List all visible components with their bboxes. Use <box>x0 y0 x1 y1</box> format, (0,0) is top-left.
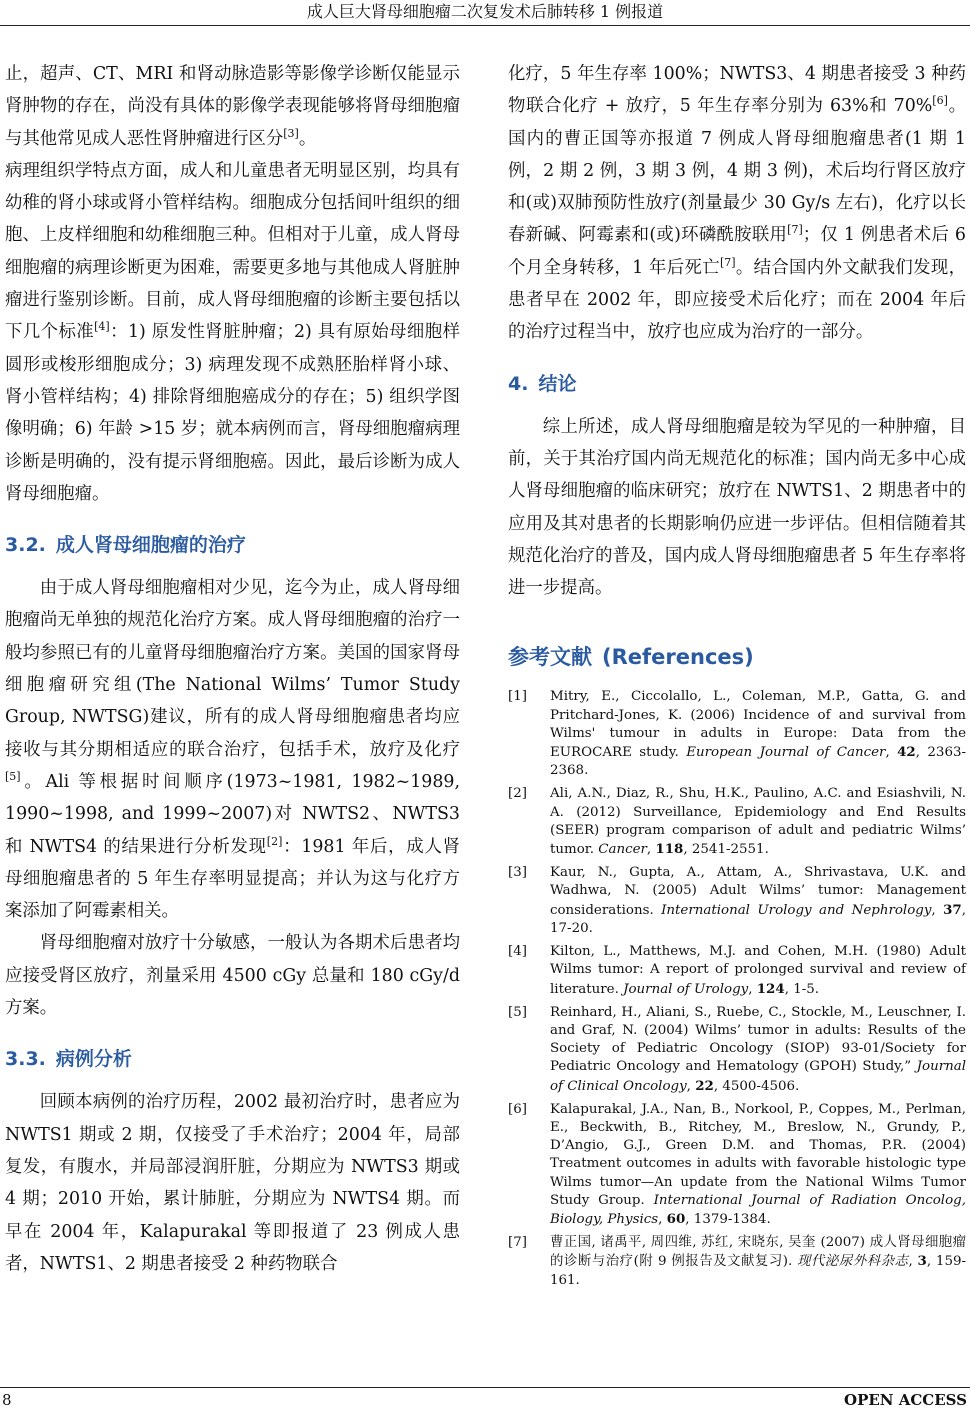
paragraph-conclusion: 综上所述，成人肾母细胞瘤是较为罕见的一种肿瘤，目前，关于其治疗国内尚无规范化的标准；国内尚无多中心成人肾母细胞瘤的临床研究；放疗在 NWTS1、2 期患者中的应用及其对患者的长期影响仍应进一步评估。但相信随着其规范化治疗的普及，国内成人肾母细胞瘤患者 5 年生存率将进一步提高。 <box>508 416 966 599</box>
header-rule <box>0 25 970 26</box>
reference-part: , <box>658 1211 667 1227</box>
paragraph-text: 病理组织学特点方面，成人和儿童患者无明显区别，均具有幼稚的肾小球或肾小管样结构。细胞成分包括间叶组织的细胞、上皮样细胞和幼稚细胞三种。但相对于儿童，成人肾母细胞瘤的病理诊断更为困难，需要更多地与其他成人肾脏肿瘤进行鉴别诊断。目前，成人肾母细胞瘤的诊断主要包括以下几个标准 <box>5 160 460 343</box>
reference-item <box>508 1004 966 1096</box>
journal-name: International Journal of Radiation Oncolog, Biology, Physics <box>550 1192 966 1227</box>
reference-part: Kalapurakal, J.A., Nan, B., Norkool, P., Coppes, M., Perlman, E., Beckwith, B., Ritchey, M., Breslow, N., Grundy, P., D’Angio, G.J., Green D.M. and Thomas, P.R. (2004) Treatment outcomes in adults with favorable histologic type Wilms tumor—An update from the National Wilms Tumor Study Group. <box>550 1101 966 1208</box>
reference-item <box>508 943 966 999</box>
reference-part: Ali, A.N., Diaz, R., Shu, H.K., Paulino, A.C. and Esiashvili, N. A. (2012) Surveillance, Epidemiology and End Results (SEER) program comparison of adult and pediatric Wilms’ tumor. <box>550 786 966 858</box>
reference-part: , 2541-2551. <box>683 842 769 858</box>
paragraph-text: 化疗，5 年生存率 100%；NWTS3、4 期患者接受 3 种药物联合化疗 + 放疗，5 年生存率分别为 63%和 70% <box>508 64 966 117</box>
reference-number: [6] <box>508 1101 527 1117</box>
page-number: 8 <box>2 1391 12 1409</box>
references-title-en: (References) <box>602 645 754 670</box>
section-heading-3-2 <box>5 532 460 558</box>
volume: 37 <box>943 901 962 918</box>
paragraph-text: 。 <box>298 128 317 149</box>
reference-text <box>550 1234 966 1290</box>
reference-number: [5] <box>508 1004 527 1020</box>
reference-text <box>550 1004 966 1096</box>
reference-text <box>550 1101 966 1229</box>
left-column <box>5 58 460 1280</box>
paragraph-text: ：1981 年后，成人肾母细胞瘤患者的 5 年生存率明显提高；并认为这与化疗方案添加了阿霉素相关。 <box>5 836 460 922</box>
section-title: 结论 <box>538 372 577 395</box>
citation[interactable]: [7] <box>787 223 803 237</box>
section-number: 3.3. <box>5 1048 46 1071</box>
reference-part: , 1-5. <box>784 981 820 997</box>
citation[interactable]: [7] <box>719 255 736 269</box>
reference-part: , <box>908 1254 918 1270</box>
citation[interactable]: [6] <box>932 94 948 108</box>
references-heading <box>508 644 966 670</box>
journal-name: Cancer <box>598 842 647 858</box>
section-title: 病例分析 <box>55 1048 132 1071</box>
reference-part: 曹正国, 诸禹平, 周四维, 苏红, 宋晓东, 吴奎 (2007) 成人肾母细胞瘤的诊断与治疗(附 9 例报告及文献复习). <box>550 1235 966 1270</box>
volume: 42 <box>897 744 916 761</box>
paragraph-text: ；仅 1 例患者术后 6 个月全身转移，1 年后死亡 <box>508 225 966 278</box>
reference-number: [2] <box>508 786 527 802</box>
right-column <box>508 58 966 1295</box>
journal-name: Journal of Urology <box>623 981 749 997</box>
reference-item <box>508 1101 966 1229</box>
volume: 22 <box>695 1077 714 1094</box>
reference-item <box>508 864 966 938</box>
reference-part: , 159-161. <box>550 1254 967 1288</box>
reference-number: [1] <box>508 689 527 705</box>
section-number: 3.2. <box>5 534 46 557</box>
citation[interactable]: [5] <box>5 770 21 784</box>
reference-part: , 17-20. <box>550 902 967 936</box>
reference-part: , <box>931 902 944 918</box>
citation[interactable]: [3] <box>283 126 299 140</box>
open-access-label: OPEN ACCESS <box>844 1391 967 1409</box>
reference-item <box>508 1234 966 1290</box>
reference-part: , 2363-2368. <box>550 745 967 779</box>
reference-text <box>550 688 966 780</box>
reference-item <box>508 785 966 859</box>
reference-text <box>550 864 966 938</box>
reference-list <box>508 688 966 1289</box>
reference-part: , <box>686 1078 696 1094</box>
reference-number: [4] <box>508 944 527 960</box>
footer-rule <box>0 1387 970 1388</box>
reference-number: [7] <box>508 1235 527 1251</box>
reference-part: , <box>646 842 656 858</box>
section-heading-3-3 <box>5 1046 460 1072</box>
reference-part: Kilton, L., Matthews, M.J. and Cohen, M.H. (1980) Adult Wilms tumor: A report of prolonged survival and review of literature. <box>550 944 966 997</box>
reference-part: Mitry, E., Ciccolallo, L., Coleman, M.P., Gatta, G. and Pritchard-Jones, K. (2006) Incidence of and survival from Wilms' tumour in adults in Europe: Data from the EUROCARE study. <box>550 689 966 761</box>
paragraph-text: ：1) 原发性肾脏肿瘤；2) 具有原始母细胞样圆形或梭形细胞成分；3) 病理发现不成熟胚胎样肾小球、肾小管样结构；4) 排除肾细胞癌成分的存在；5) 组织学图像明确；6) 年龄 >15 岁；就本病例而言，肾母细胞瘤病理诊断是明确的，没有提示肾细胞癌。因此，最后诊断为成人肾母细胞瘤。 <box>5 322 460 504</box>
journal-name: European Journal of Cancer <box>686 745 886 761</box>
reference-part: Kaur, N., Gupta, A., Attam, A., Shrivastava, U.K. and Wadhwa, N. (2005) Adult Wilms’ tumor: Management considerations. <box>550 865 966 918</box>
paragraph-pathology <box>5 155 460 510</box>
volume: 3 <box>917 1253 927 1270</box>
paragraph-text: 。Ali 等根据时间顺序(1973~1981, 1982~1989, 1990~1998, and 1999~2007)对 NWTS2、NWTS3 和 NWTS4 的结果进行分析发现 <box>5 771 460 857</box>
reference-text <box>550 943 966 999</box>
paragraph-text: 。结合国内外文献我们发现，患者早在 2002 年，即应接受术后化疗；而在 2004 年后的治疗过程当中，放疗也应成为治疗的一部分。 <box>508 257 966 343</box>
reference-number: [3] <box>508 865 527 881</box>
citation[interactable]: [4] <box>94 320 110 334</box>
reference-part: , <box>748 981 757 997</box>
volume: 118 <box>655 841 684 858</box>
reference-item <box>508 688 966 780</box>
paragraph-text: 止，超声、CT、MRI 和肾动脉造影等影像学诊断仅能显示肾肿物的存在，尚没有具体的影像学表现能够将肾母细胞瘤与其他常见成人恶性肾肿瘤进行区分 <box>5 64 460 149</box>
volume: 124 <box>756 980 785 997</box>
paragraph-case-analysis: 回顾本病例的治疗历程，2002 最初治疗时，患者应为 NWTS1 期或 2 期，仅接受了手术治疗；2004 年，局部复发，有腹水，并局部浸润肝脏，分期应为 NWTS3 期或 4 期；2010 开始，累计肺脏，分期应为 NWTS4 期。而早在 2004 年，Kalapurakal 等即报道了 23 例成人患者，NWTS1、2 期患者接受 2 种药物联合 <box>5 1092 460 1274</box>
paragraph-text: 由于成人肾母细胞瘤相对少见，迄今为止，成人肾母细胞瘤尚无单独的规范化治疗方案。成人肾母细胞瘤的治疗一般均参照已有的儿童肾母细胞瘤治疗方案。美国的国家肾母细胞瘤研究组(The National Wilms’ Tumor Study Group, NWTSG)建议，所有的成人肾母细胞瘤患者均应接收与其分期相适应的联合治疗，包括手术，放疗及化疗 <box>5 578 460 760</box>
paragraph-imaging <box>5 58 460 155</box>
journal-name: Journal of Clinical Oncology <box>550 1059 966 1094</box>
paragraph-case-continued <box>508 58 966 349</box>
journal-name: 现代泌尿外科杂志 <box>797 1254 909 1270</box>
references-title: 参考文献 <box>508 645 592 670</box>
section-heading-4 <box>508 371 966 397</box>
citation[interactable]: [2] <box>266 834 283 848</box>
journal-name: International Urology and Nephrology <box>661 902 932 918</box>
section-title: 成人肾母细胞瘤的治疗 <box>55 534 246 557</box>
reference-text <box>550 785 966 859</box>
reference-part: , 4500-4506. <box>713 1078 800 1094</box>
reference-part: , 1379-1384. <box>685 1211 771 1227</box>
paragraph-text: 。国内的曹正国等亦报道 7 例成人肾母细胞瘤患者(1 期 1 例，2 期 2 例，3 期 3 例，4 期 3 例)，术后均行肾区放疗和(或)双肺预防性放疗(剂量最少 30 Gy/s 左右)，化疗以长春新碱、阿霉素和(或)环磷酰胺联用 <box>508 96 966 246</box>
volume: 60 <box>666 1210 686 1227</box>
paragraph-treatment <box>5 572 460 927</box>
running-header: 成人巨大肾母细胞瘤二次复发术后肺转移 1 例报道 <box>306 2 664 21</box>
reference-part: , <box>885 745 898 761</box>
paragraph-radiotherapy: 肾母细胞瘤对放疗十分敏感，一般认为各期术后患者均应接受肾区放疗，剂量采用 4500 cGy 总量和 180 cGy/d 方案。 <box>5 933 460 1019</box>
section-number: 4. <box>508 372 529 395</box>
reference-part: Reinhard, H., Aliani, S., Ruebe, C., Stockle, M., Leuschner, I. and Graf, N. (2004) Wilms’ tumor in adults: Results of the Society of Pediatric Oncology (SIOP) 93-01/Society for Pediatric Oncology and Hematology (GPOH) Study,” <box>550 1004 966 1075</box>
